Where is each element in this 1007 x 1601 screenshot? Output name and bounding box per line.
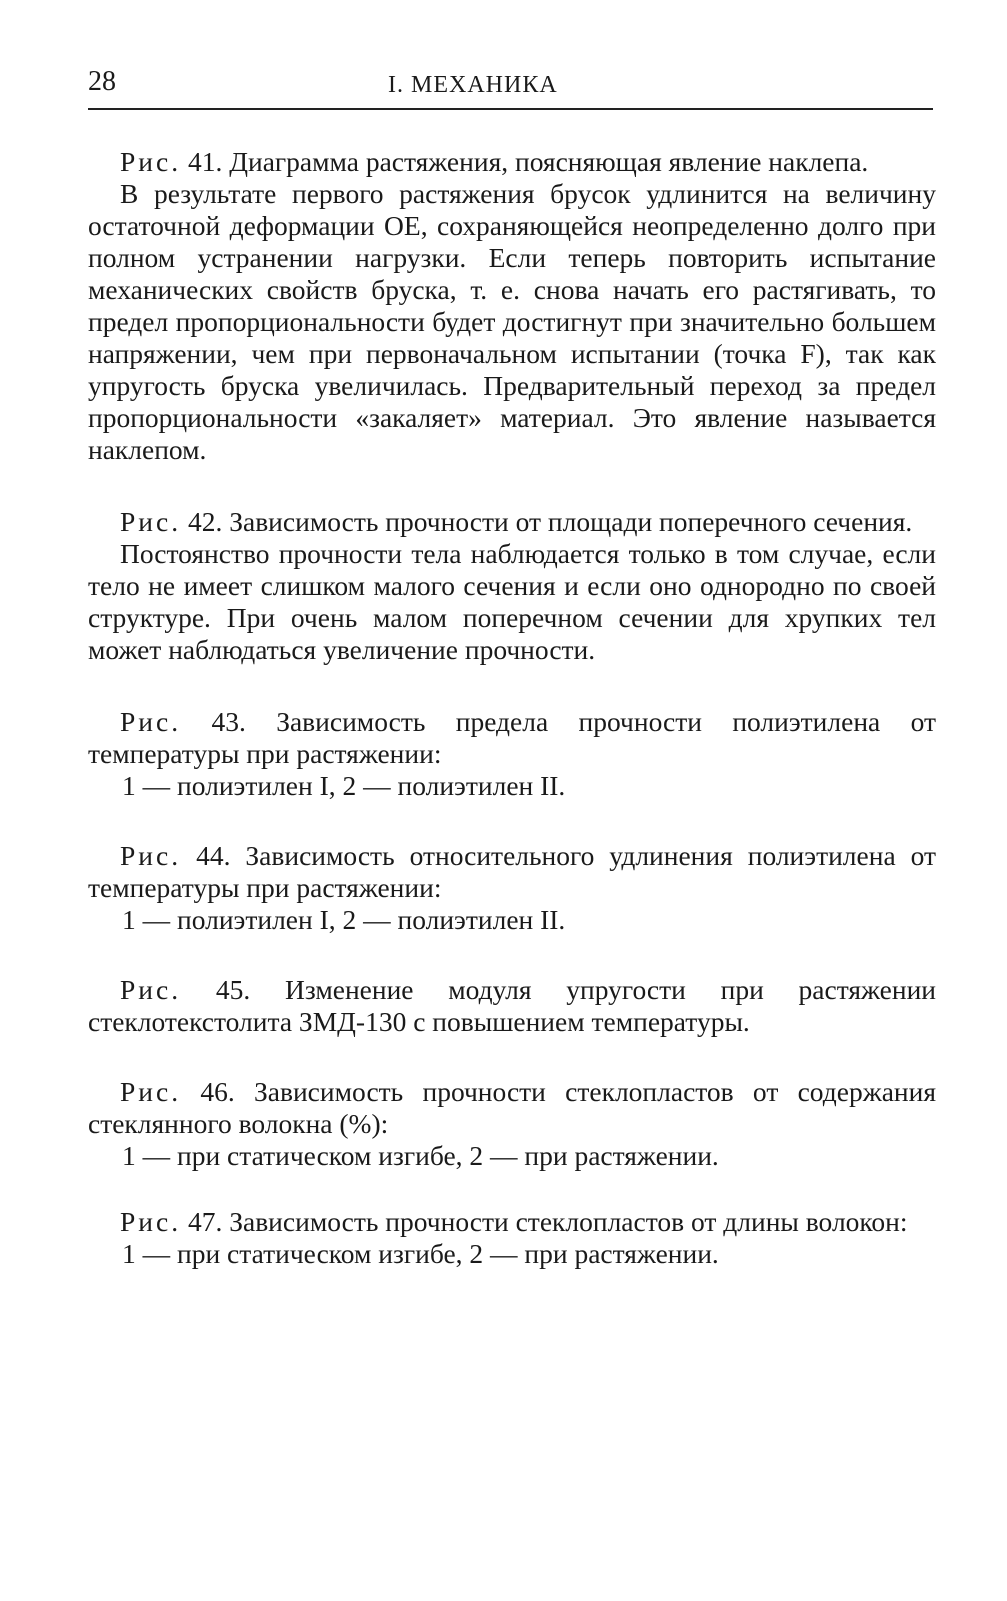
figure-number: 47. — [187, 1206, 223, 1237]
figure-number: 42. — [187, 506, 223, 537]
figure-45-block — [88, 974, 936, 1038]
figure-description: Постоянство прочности тела наблюдается только в том случае, если тело не имеет слишком малого сечения и если оно однородно по своей структуре. При очень малом поперечном сечении для хрупких тел может наблюдаться увеличение прочности. — [88, 538, 936, 665]
figure-label: Рис. — [120, 1206, 182, 1237]
figure-number: 46. — [200, 1076, 235, 1107]
figure-46-block — [88, 1076, 936, 1172]
figure-label: Рис. — [120, 706, 182, 737]
figure-number: 45. — [215, 974, 251, 1005]
page-header — [88, 62, 933, 110]
figure-caption — [88, 506, 936, 538]
caption-text: Зависимость прочности стеклопластов от содержания стеклянного волокна (%): — [88, 1076, 936, 1139]
page-number: 28 — [88, 66, 116, 97]
caption-text: Диаграмма растяжения, поясняющая явление наклепа. — [229, 146, 869, 177]
running-title: I. МЕХАНИКА — [388, 72, 558, 98]
page-content — [88, 146, 936, 1270]
figure-legend: 1 — при статическом изгибе, 2 — при растяжении. — [122, 1140, 719, 1171]
figure-label: Рис. — [120, 840, 182, 871]
figure-caption — [88, 840, 936, 904]
figure-label: Рис. — [120, 506, 182, 537]
figure-number: 43. — [211, 706, 246, 737]
figure-caption — [88, 974, 936, 1038]
figure-number: 41. — [187, 146, 223, 177]
figure-description: В результате первого растяжения брусок удлинится на величину остаточной деформации OE, сохраняющейся неопределенно долго при полном устранении нагрузки. Если теперь повторить испытание механических свойств бруска, т. е. снова начать его растягивать, то предел пропорциональности будет достигнут при значительно большем напряжении, чем при первоначальном испытании (точка F), так как упругость бруска увеличилась. Предварительный переход за предел пропорциональности «закаляет» материал. Это явление называется наклепом. — [88, 178, 936, 465]
figure-caption — [88, 706, 936, 770]
figure-number: 44. — [196, 840, 231, 871]
figure-label: Рис. — [120, 974, 182, 1005]
figure-caption — [88, 1076, 936, 1140]
figure-caption — [88, 1206, 936, 1238]
caption-text: Зависимость прочности стеклопластов от длины волокон: — [229, 1206, 908, 1237]
caption-text: Зависимость предела прочности полиэтилена от температуры при растяжении: — [88, 706, 937, 769]
figure-legend: 1 — при статическом изгибе, 2 — при растяжении. — [122, 1238, 719, 1269]
figure-43-block — [88, 706, 936, 802]
figure-47-block — [88, 1206, 936, 1270]
caption-text: Изменение модуля упругости при растяжении стеклотекстолита ЗМД-130 с повышением температуры. — [88, 974, 937, 1037]
figure-caption — [88, 146, 936, 178]
figure-legend: 1 — полиэтилен I, 2 — полиэтилен II. — [122, 770, 566, 801]
figure-label: Рис. — [120, 1076, 182, 1107]
figure-legend: 1 — полиэтилен I, 2 — полиэтилен II. — [122, 904, 566, 935]
figure-41-block — [88, 146, 936, 466]
caption-text: Зависимость прочности от площади поперечного сечения. — [229, 506, 913, 537]
figure-label: Рис. — [120, 146, 182, 177]
figure-42-block — [88, 506, 936, 666]
caption-text: Зависимость относительного удлинения полиэтилена от температуры при растяжении: — [88, 840, 937, 903]
figure-44-block — [88, 840, 936, 936]
